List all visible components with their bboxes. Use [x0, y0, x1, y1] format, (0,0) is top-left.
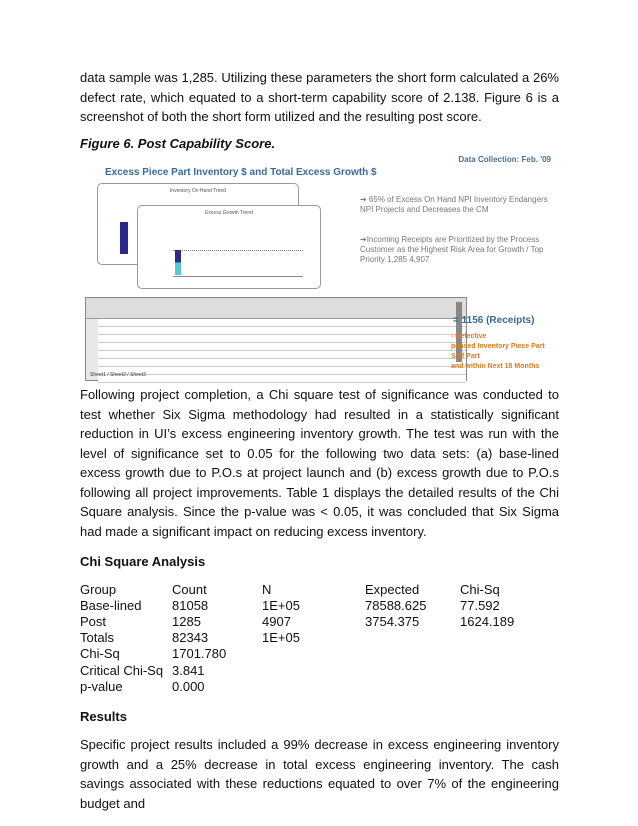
chart2-title: Excess Growth Trend [205, 210, 253, 216]
note-1: - Defective [451, 333, 487, 340]
sheet-header [86, 298, 466, 319]
cell: 81058 [172, 597, 209, 613]
cell: 1E+05 [262, 597, 300, 613]
paragraph-chi-square: Following project completion, a Chi square test of significance was conducted to test whether Six Sigma methodology had resulted in a statistically significant reduction in UI’s excess engineering inventory growth. The test was run with the level of significance set to 0.05 for the following two data sets: (a) base-lined excess growth due to P.O.s at project launch and (b) excess growth due to P.O.s following all project improvements. Table 1 displays the detailed results of the Chi Square analysis. Since the p-value was < 0.05, it was concluded that Six Sigma had made a significant impact on reducing excess inventory. [80, 387, 559, 539]
cell: 1624.189 [460, 613, 515, 629]
table-row [80, 678, 514, 694]
spreadsheet [85, 297, 467, 381]
growth-chart [137, 205, 321, 289]
table-row [80, 597, 514, 613]
table-row [80, 646, 514, 662]
paragraph-intro: data sample was 1,285. Utilizing these parameters the short form calculated a 26% defect rate, which equated to a short-term capability score of 2.138. Figure 6 is a screenshot of both the short form utilized and the resulting post score. [80, 70, 559, 124]
note-4: and within Next 18 Months [451, 363, 540, 370]
table-row [80, 613, 514, 629]
bullet-2: ➔Incoming Receipts are Prioritized by the Process Customer as the Highest Risk Area for Growth / Top Priority 1,285 4,907 [360, 235, 544, 264]
cell: 77.592 [460, 597, 500, 613]
bullet-1: ➔ 65% of Excess On Hand NPI Inventory Endangers NPI Projects and Decreases the CM [360, 195, 548, 214]
cell: 82343 [172, 630, 209, 646]
chi-square-heading: Chi Square Analysis [80, 554, 206, 569]
results-heading: Results [80, 709, 127, 724]
cell: Post [80, 613, 107, 629]
cell: 1285 [172, 613, 201, 629]
cell: 3.841 [172, 662, 205, 678]
header-cell: Count [172, 581, 207, 597]
chi-square-table [80, 581, 514, 694]
header-cell: Expected [365, 581, 420, 597]
sheet-tabs[interactable]: Sheet1 / Sheet2 / Sheet3 [90, 372, 146, 378]
cell: 3754.375 [365, 613, 420, 629]
figure-caption: Figure 6. Post Capability Score. [80, 136, 276, 151]
cell: 78588.625 [365, 597, 427, 613]
cell: 4907 [262, 613, 291, 629]
header-cell: N [262, 581, 272, 597]
cell: Base-lined [80, 597, 142, 613]
table-row [80, 662, 514, 678]
cell: Totals [80, 630, 114, 646]
cell: Critical Chi-Sq [80, 662, 164, 678]
figure-6-screenshot [85, 155, 555, 381]
table-row [80, 630, 514, 646]
cell: Chi-Sq [80, 646, 120, 662]
receipts-label: = 1156 (Receipts) [453, 315, 535, 326]
cell: 1E+05 [262, 630, 300, 646]
figure-date: Data Collection: Feb. '09 [458, 155, 551, 164]
plot-area [173, 250, 303, 277]
note-3: S of Part [451, 353, 480, 360]
cell: 0.000 [172, 678, 205, 694]
bar [120, 222, 128, 254]
paragraph-results: Specific project results included a 99% decrease in excess engineering inventory growth and a 25% decrease in total excess engineering inventory. The cash savings associated with these reductions equated to over 7% of the engineering budget and [80, 737, 559, 811]
note-2: pensed Inventory Piece Part [451, 343, 545, 350]
header-cell: Group [80, 581, 117, 597]
cell: p-value [80, 678, 123, 694]
bar [175, 250, 181, 275]
header-cell: Chi-Sq [460, 581, 500, 597]
table-header-row [80, 581, 514, 597]
figure-title: Excess Piece Part Inventory $ and Total Excess Growth $ [105, 167, 377, 178]
cell: 1701.780 [172, 646, 227, 662]
chart1-title: Inventory On Hand Trend [169, 188, 227, 194]
